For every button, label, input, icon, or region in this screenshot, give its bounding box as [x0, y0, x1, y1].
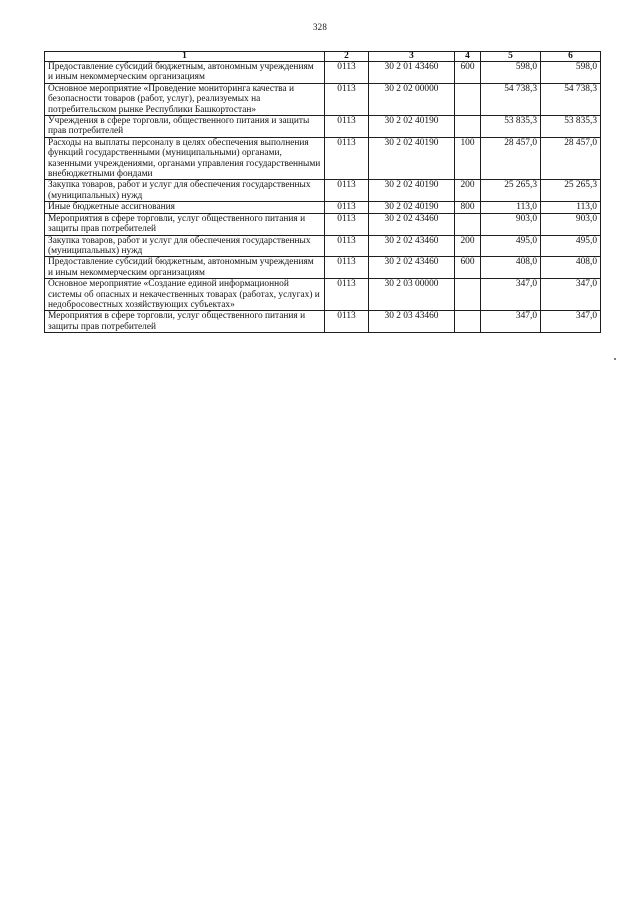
row-article-cell: 30 2 02 43460: [369, 257, 455, 279]
row-value-2-cell: 28 457,0: [541, 137, 601, 180]
row-section-cell: 0113: [325, 62, 369, 84]
row-value-1-cell: 598,0: [481, 62, 541, 84]
row-expense-type-cell: 600: [455, 257, 481, 279]
row-expense-type-cell: 800: [455, 202, 481, 213]
row-section-cell: 0113: [325, 235, 369, 257]
table-row: [45, 311, 601, 333]
row-value-1-cell: 54 738,3: [481, 83, 541, 115]
row-name-cell: Основное мероприятие «Проведение мониторинга качества и безопасности товаров (работ, услуг), реализуемых на потребительском рынке Республики Башкортостан»: [45, 83, 325, 115]
table-row: [45, 235, 601, 257]
row-section-cell: 0113: [325, 116, 369, 138]
row-article-cell: 30 2 02 40190: [369, 116, 455, 138]
budget-table: [44, 51, 601, 333]
row-article-cell: 30 2 02 40190: [369, 180, 455, 202]
header-cell: 1: [45, 52, 325, 62]
row-expense-type-cell: 200: [455, 235, 481, 257]
row-expense-type-cell: [455, 279, 481, 311]
row-article-cell: 30 2 02 43460: [369, 213, 455, 235]
table-row: [45, 83, 601, 115]
row-article-cell: 30 2 02 00000: [369, 83, 455, 115]
row-article-cell: 30 2 01 43460: [369, 62, 455, 84]
row-section-cell: 0113: [325, 202, 369, 213]
row-name-cell: Мероприятия в сфере торговли, услуг общественного питания и защиты прав потребителей: [45, 311, 325, 333]
row-expense-type-cell: 100: [455, 137, 481, 180]
table-row: [45, 180, 601, 202]
table-body: [45, 52, 601, 333]
header-cell: 3: [369, 52, 455, 62]
row-name-cell: Мероприятия в сфере торговли, услуг общественного питания и защиты прав потребителей: [45, 213, 325, 235]
row-value-1-cell: 347,0: [481, 311, 541, 333]
row-value-2-cell: 53 835,3: [541, 116, 601, 138]
scan-mark: [614, 358, 616, 360]
row-value-1-cell: 28 457,0: [481, 137, 541, 180]
row-article-cell: 30 2 03 43460: [369, 311, 455, 333]
row-name-cell: Расходы на выплаты персоналу в целях обеспечения выполнения функций государственными (муниципальными) органами, казенными учреждениями, органами управления государственными внебюджетными фондами: [45, 137, 325, 180]
row-value-2-cell: 113,0: [541, 202, 601, 213]
row-name-cell: Основное мероприятие «Создание единой информационной системы об опасных и некачественных товарах (работах, услугах) и недобросовестных хозяйствующих субъектах»: [45, 279, 325, 311]
table-row: [45, 116, 601, 138]
row-value-2-cell: 347,0: [541, 311, 601, 333]
row-name-cell: Учреждения в сфере торговли, общественного питания и защиты прав потребителей: [45, 116, 325, 138]
row-name-cell: Иные бюджетные ассигнования: [45, 202, 325, 213]
row-name-cell: Предоставление субсидий бюджетным, автономным учреждениям и иным некоммерческим организациям: [45, 62, 325, 84]
table-row: [45, 257, 601, 279]
row-value-2-cell: 408,0: [541, 257, 601, 279]
row-value-2-cell: 347,0: [541, 279, 601, 311]
row-name-cell: Предоставление субсидий бюджетным, автономным учреждениям и иным некоммерческим организациям: [45, 257, 325, 279]
row-value-2-cell: 903,0: [541, 213, 601, 235]
row-section-cell: 0113: [325, 213, 369, 235]
row-value-2-cell: 25 265,3: [541, 180, 601, 202]
row-article-cell: 30 2 02 40190: [369, 137, 455, 180]
row-expense-type-cell: [455, 116, 481, 138]
row-value-2-cell: 54 738,3: [541, 83, 601, 115]
row-article-cell: 30 2 03 00000: [369, 279, 455, 311]
row-value-1-cell: 25 265,3: [481, 180, 541, 202]
header-cell: 5: [481, 52, 541, 62]
row-value-1-cell: 347,0: [481, 279, 541, 311]
row-value-1-cell: 495,0: [481, 235, 541, 257]
row-section-cell: 0113: [325, 180, 369, 202]
row-section-cell: 0113: [325, 257, 369, 279]
table-row: [45, 213, 601, 235]
row-expense-type-cell: [455, 311, 481, 333]
row-article-cell: 30 2 02 43460: [369, 235, 455, 257]
header-cell: 6: [541, 52, 601, 62]
row-section-cell: 0113: [325, 137, 369, 180]
row-value-2-cell: 598,0: [541, 62, 601, 84]
table-row: [45, 137, 601, 180]
row-value-1-cell: 53 835,3: [481, 116, 541, 138]
row-value-2-cell: 495,0: [541, 235, 601, 257]
row-expense-type-cell: 200: [455, 180, 481, 202]
row-section-cell: 0113: [325, 83, 369, 115]
table-header-row: [45, 52, 601, 62]
page-number: 328: [312, 22, 328, 32]
table-row: [45, 62, 601, 84]
row-article-cell: 30 2 02 40190: [369, 202, 455, 213]
row-expense-type-cell: 600: [455, 62, 481, 84]
row-name-cell: Закупка товаров, работ и услуг для обеспечения государственных (муниципальных) нужд: [45, 180, 325, 202]
row-expense-type-cell: [455, 213, 481, 235]
table-row: [45, 202, 601, 213]
row-expense-type-cell: [455, 83, 481, 115]
header-cell: 2: [325, 52, 369, 62]
row-value-1-cell: 408,0: [481, 257, 541, 279]
table-row: [45, 279, 601, 311]
row-section-cell: 0113: [325, 279, 369, 311]
row-name-cell: Закупка товаров, работ и услуг для обеспечения государственных (муниципальных) нужд: [45, 235, 325, 257]
row-value-1-cell: 113,0: [481, 202, 541, 213]
row-section-cell: 0113: [325, 311, 369, 333]
header-cell: 4: [455, 52, 481, 62]
row-value-1-cell: 903,0: [481, 213, 541, 235]
